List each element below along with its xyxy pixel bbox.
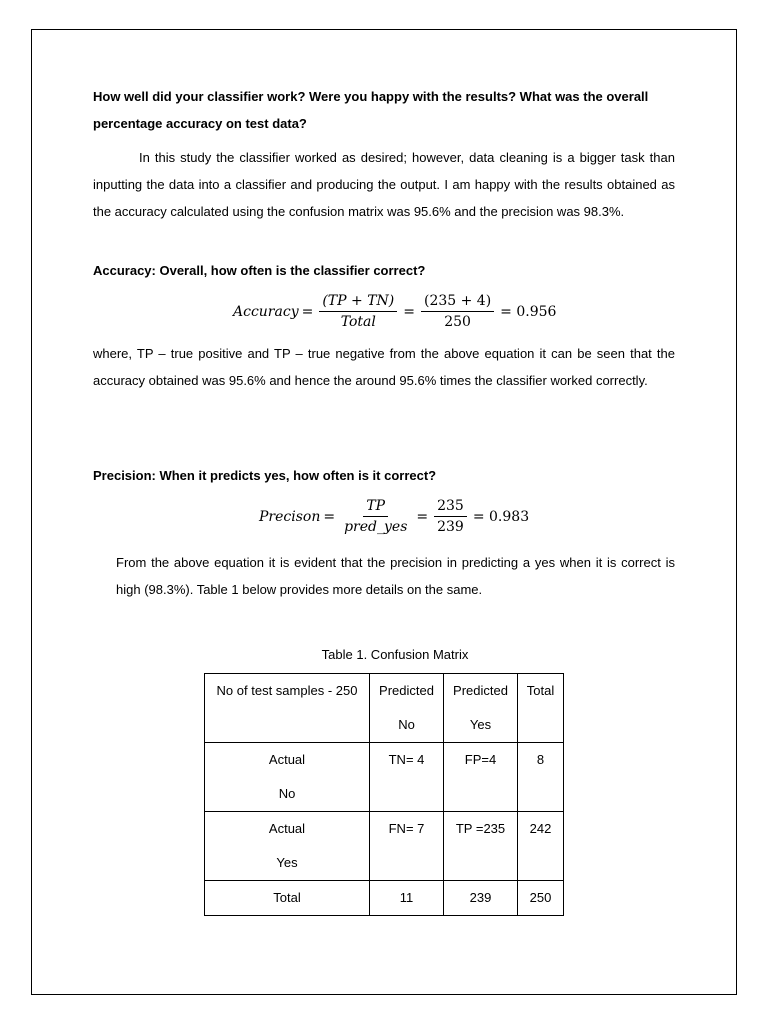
equals-sign: = [403, 303, 415, 320]
confusion-matrix-table [204, 673, 564, 916]
table-cell: FN= 7 [370, 812, 444, 881]
accuracy-equation [233, 293, 559, 330]
row-label-cell: Actual Yes [205, 812, 370, 881]
fraction-numerator: (235 + 4) [421, 293, 494, 312]
fraction-numerator: (TP + TN) [319, 293, 397, 312]
table-row-total [205, 881, 564, 916]
fraction-denominator: pred_yes [344, 519, 408, 535]
question-line-2: percentage accuracy on test data? [93, 116, 307, 131]
precision-fraction-numeric [434, 498, 467, 535]
precision-fraction-symbolic [341, 498, 410, 535]
precision-heading: Precision: When it predicts yes, how often is it correct? [93, 468, 437, 483]
row-label-cell: Actual No [205, 743, 370, 812]
table-cell: FP=4 [444, 743, 518, 812]
table-row [205, 812, 564, 881]
accuracy-fraction-numeric [421, 293, 494, 330]
header-cell-samples: No of test samples - 250 [205, 674, 370, 743]
fraction-denominator: Total [340, 314, 376, 330]
header-cell-predicted-no: Predicted No [370, 674, 444, 743]
row-label-cell: Total [205, 881, 370, 916]
precision-result: = 0.983 [472, 508, 530, 525]
precision-equation [259, 498, 532, 535]
table-cell: TN= 4 [370, 743, 444, 812]
precision-lhs: Precison [259, 508, 321, 525]
question-line-1: How well did your classifier work? Were you happy with the results? What was the overall [93, 89, 649, 104]
table-header-row [205, 674, 564, 743]
table-cell: 8 [518, 743, 564, 812]
accuracy-fraction-symbolic [319, 293, 397, 330]
fraction-denominator: 250 [444, 314, 471, 330]
intro-paragraph: In this study the classifier worked as desired; however, data cleaning is a bigger task than inputting the data into a classifier and producing the output. I am happy with the results obtained as the accuracy calculated using the confusion matrix was 95.6% and the precision was 98.3%. [93, 150, 675, 219]
equals-sign: = [416, 508, 429, 525]
table-cell: 242 [518, 812, 564, 881]
accuracy-result: = 0.956 [500, 303, 557, 320]
fraction-denominator: 239 [437, 519, 464, 535]
accuracy-explanation: where, TP – true positive and TP – true negative from the above equation it can be seen that the accuracy obtained was 95.6% and hence the around 95.6% times the classifier worked correctly. [93, 346, 675, 388]
equals-sign: = [301, 303, 314, 320]
accuracy-heading: Accuracy: Overall, how often is the classifier correct? [93, 263, 426, 278]
table-caption: Table 1. Confusion Matrix [321, 647, 469, 662]
equals-sign: = [323, 508, 336, 525]
table-cell: TP =235 [444, 812, 518, 881]
table-cell: 239 [444, 881, 518, 916]
table-row [205, 743, 564, 812]
fraction-numerator: TP [363, 498, 388, 517]
header-cell-predicted-yes: Predicted Yes [444, 674, 518, 743]
table-cell: 250 [518, 881, 564, 916]
fraction-numerator: 235 [434, 498, 467, 517]
header-cell-total: Total [518, 674, 564, 743]
precision-explanation: From the above equation it is evident that the precision in predicting a yes when it is correct is high (98.3%). Table 1 below provides more details on the same. [116, 555, 675, 597]
table-cell: 11 [370, 881, 444, 916]
accuracy-lhs: Accuracy [233, 303, 299, 320]
